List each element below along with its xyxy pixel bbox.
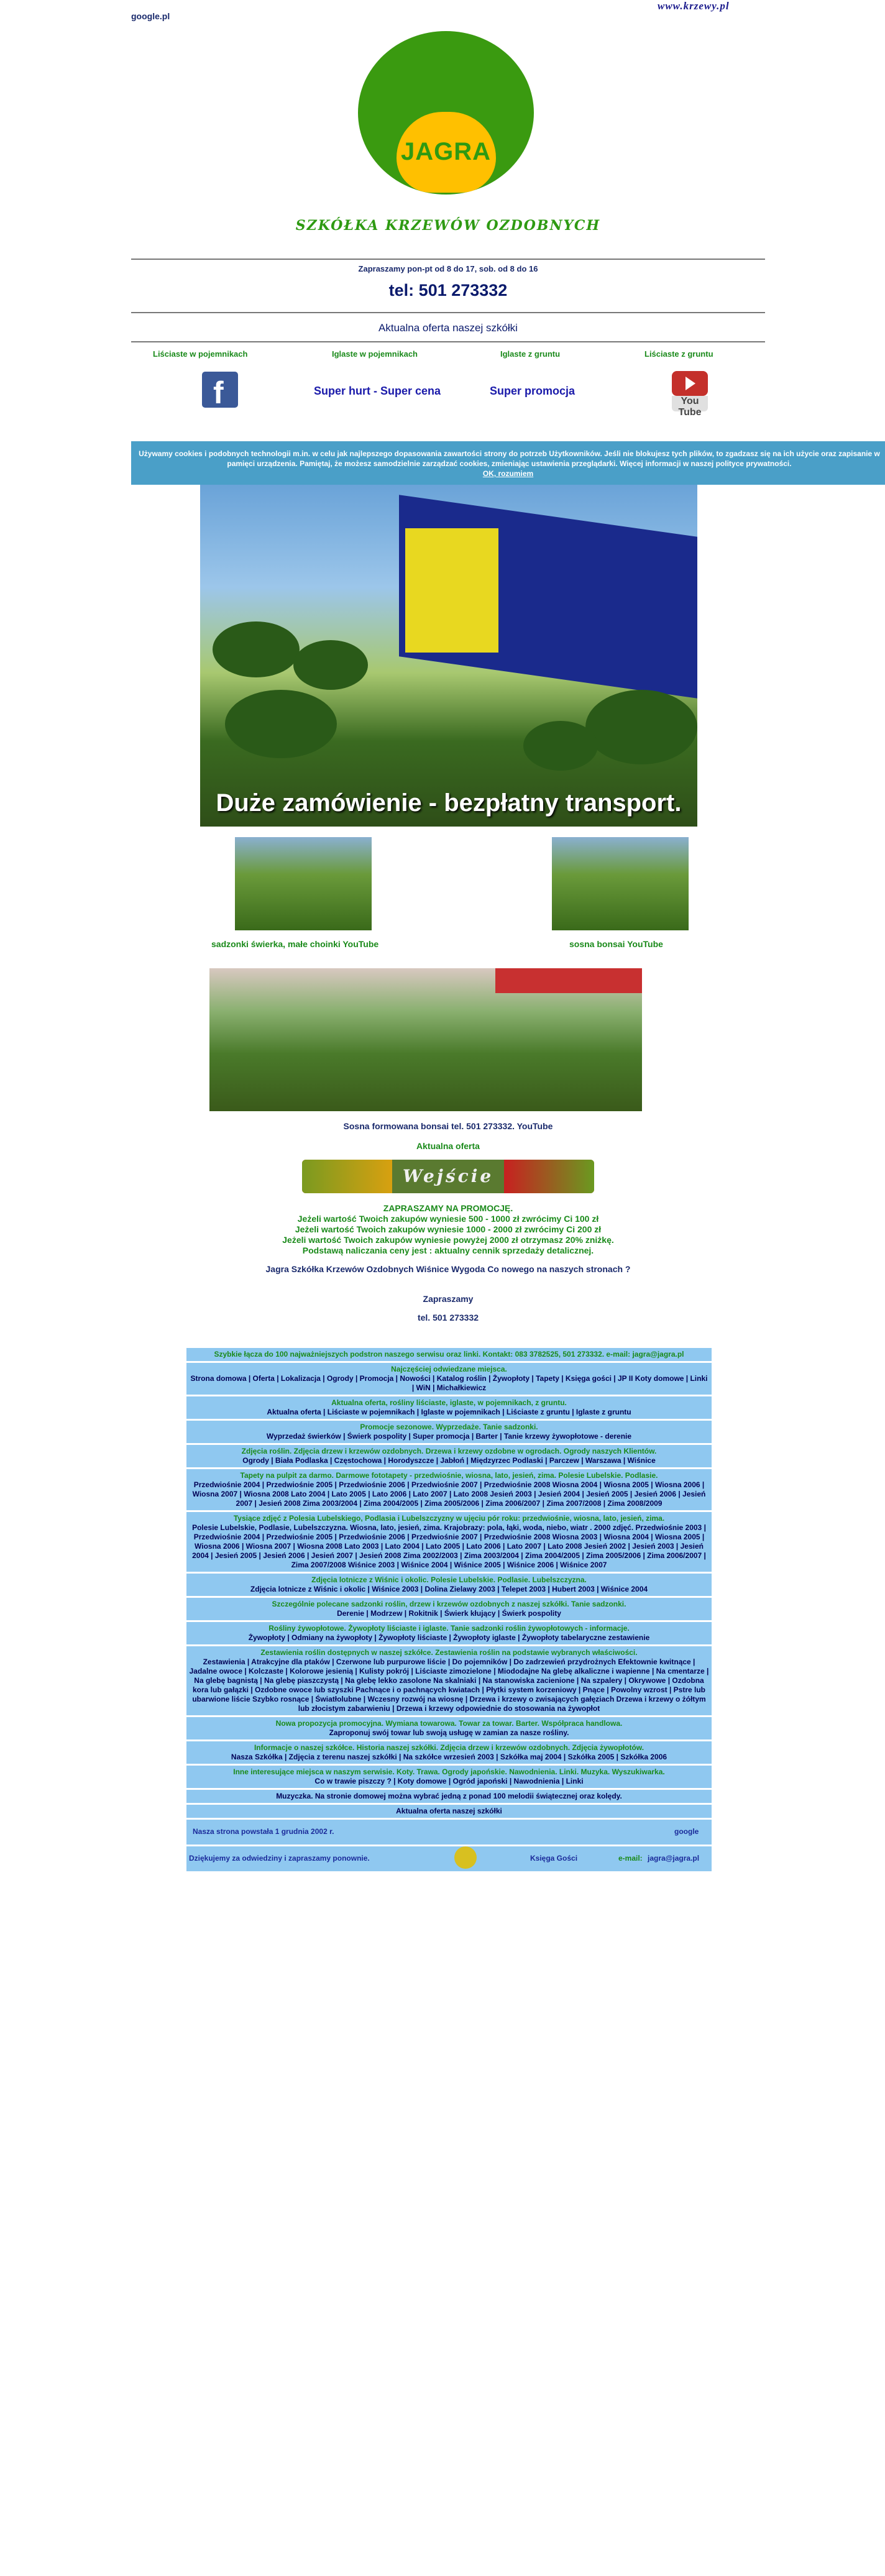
nav-deciduous-ground[interactable]: Liściaste z gruntu: [644, 349, 713, 359]
email-link[interactable]: jagra@jagra.pl: [648, 1854, 700, 1863]
bonsai-youtube-link[interactable]: sosna bonsai YouTube: [569, 939, 663, 949]
sitemap-row-links[interactable]: Zdjęcia lotnicze z Wiśnic i okolic | Wiśnice 2003 | Dolina Zielawy 2003 | Telepet 2003 | Hubert 2003 | Wiśnice 2004: [250, 1585, 648, 1593]
phone-number: tel: 501 273332: [388, 281, 508, 300]
sitemap-row: [186, 1646, 712, 1717]
cookie-accept-button[interactable]: OK, rozumiem: [482, 469, 534, 478]
sitemap-row-heading: Aktualna oferta, rośliny liściaste, iglaste, w pojemnikach, z gruntu.: [331, 1398, 567, 1407]
bee-icon: [454, 1846, 477, 1869]
sitemap-row-links[interactable]: Zestawienia | Atrakcyjne dla ptaków | Czerwone lub purpurowe liście | Do pojemników | Do zadrzewień przydrożnych Efektownie kwitnące | Jadalne owoce | Kolczaste | Kolorowe jesienią | Kulisty pokrój | Liściaste zimozielone | Miododajne Na glebę alkaliczne i wapienne | Na cmentarze | Na glebę bagnistą | Na glebę piaszczystą | Na glebę lekko zasolone Na skalniaki | Na stanowiska zacienione | Na szpalery | Okrywowe | Ozdobna kora lub gałązki | Ozdobne owoce lub szyszki Pachnące i o pachnących kwiatach | Płytki system korzeniowy | Pnące | Powolny wzrost | Pstre lub ubarwione liście Szybko rosnące | Światłolubne | Wczesny rozwój na wiosnę | Drzewa i krzewy o zwisających gałęziach Drzewa i krzewy o żółtym lub złocistym zabarwieniu | Drzewa i krzewy odpowiednie do stosowania na żywopłot: [189, 1657, 709, 1713]
bonsai-caption: Sosna formowana bonsai tel. 501 273332. YouTube: [343, 1121, 553, 1131]
sitemap-row: [186, 1469, 712, 1512]
sitemap-row: [186, 1598, 712, 1622]
sitemap-table: [186, 1348, 712, 1873]
sitemap-row: [186, 1717, 712, 1741]
current-offer-small-link[interactable]: Aktualna oferta: [416, 1141, 480, 1151]
sitemap-row-heading: Inne interesujące miejsca w naszym serwisie. Koty. Trawa. Ogrody japońskie. Nawodnienia. Linki. Muzyka. Wyszukiwarka.: [233, 1767, 665, 1776]
site-since: Nasza strona powstała 1 grudnia 2002 r.: [193, 1827, 334, 1836]
sitemap-row-heading: Najczęściej odwiedzane miejsca.: [391, 1365, 507, 1373]
jagra-logo: [358, 31, 534, 195]
spruce-seedlings-thumbnail[interactable]: [235, 837, 372, 930]
sitemap-row-heading: Tysiące zdjęć z Polesia Lubelskiego, Podlasia i Lubelszczyzny w ujęciu pór roku: przedwiośnie, wiosna, lato, jesień, zima.: [233, 1514, 665, 1523]
sitemap-row-links[interactable]: Derenie | Modrzew | Rokitnik | Świerk kłujący | Świerk pospolity: [337, 1609, 561, 1618]
sitemap-row-heading: Nowa propozycja promocyjna. Wymiana towarowa. Towar za towar. Barter. Współpraca handlowa.: [275, 1719, 623, 1728]
sitemap-row: [186, 1421, 712, 1445]
sitemap-row-heading: Tapety na pulpit za darmo. Darmowe fototapety - przedwiośnie, wiosna, lato, jesień, zima. Polesie Lubelskie. Podlasie.: [240, 1471, 658, 1480]
sitemap-row: [186, 1396, 712, 1421]
whats-new-line: Jagra Szkółka Krzewów Ozdobnych Wiśnice Wygoda Co nowego na naszych stronach ?: [265, 1264, 631, 1274]
cookie-banner: [131, 441, 885, 485]
sitemap-row-heading: Szczególnie polecane sadzonki roślin, drzew i krzewów ozdobnych z naszej szkółki. Tanie sadzonki.: [272, 1600, 626, 1608]
nav-conifers-containers[interactable]: Iglaste w pojemnikach: [332, 349, 418, 359]
sitemap-row-heading: Informacje o naszej szkółce. Historia naszej szkółki. Zdjęcia drzew i krzewów ozdobnych. Zdjęcia żywopłotów.: [254, 1743, 644, 1752]
sitemap-row-heading: Rośliny żywopłotowe. Żywopłoty liściaste i iglaste. Tanie sadzonki roślin żywopłotowych - informacje.: [268, 1624, 630, 1633]
youtube-icon[interactable]: You Tube: [672, 371, 708, 411]
sitemap-row: [186, 1574, 712, 1598]
sitemap-row-links[interactable]: Ogrody | Biała Podlaska | Częstochowa | Horodyszcze | Jabłoń | Międzyrzec Podlaski | Parczew | Warszawa | Wiśnice: [242, 1456, 656, 1465]
google-link[interactable]: google.pl: [131, 11, 170, 21]
google-footer-link[interactable]: google: [674, 1827, 699, 1836]
sitemap-row-links[interactable]: Muzyczka. Na stronie domowej można wybrać jedną z ponad 100 melodii świątecznej oraz kolędy.: [276, 1792, 622, 1800]
sitemap-row-heading: Zdjęcia lotnicze z Wiśnic i okolic. Polesie Lubelskie. Podlasie. Lubelszczyzna.: [311, 1575, 587, 1584]
sitemap-row-links[interactable]: Nasza Szkółka | Zdjęcia z terenu naszej szkółki | Na szkółce wrzesień 2003 | Szkółka maj 2004 | Szkółka 2005 | Szkółka 2006: [231, 1753, 667, 1761]
sitemap-row-links[interactable]: Co w trawie piszczy ? | Koty domowe | Ogród japoński | Nawodnienia | Linki: [314, 1777, 584, 1785]
sitemap-row: [186, 1622, 712, 1646]
footer-row: [186, 1846, 712, 1873]
sitemap-row-links[interactable]: Strona domowa | Oferta | Lokalizacja | Ogrody | Promocja | Nowości | Katalog roślin | Żywopłoty | Tapety | Księga gości | JP II Koty domowe | Linki | WiN | Michałkiewicz: [190, 1374, 708, 1392]
site-subtitle: SZKÓŁKA KRZEWÓW OZDOBNYCH: [295, 218, 601, 234]
facebook-icon[interactable]: f: [202, 372, 238, 408]
sitemap-row-links[interactable]: Wyprzedaż świerków | Świerk pospolity | Super promocja | Barter | Tanie krzewy żywopłotowe - derenie: [266, 1432, 632, 1441]
divider: [131, 312, 765, 313]
sitemap-row-heading: Zdjęcia roślin. Zdjęcia drzew i krzewów ozdobnych. Drzewa i krzewy ozdobne w ogrodach. Ogrody naszych Klientów.: [241, 1447, 657, 1455]
truck-side-banner: [405, 528, 498, 653]
umbrellas: [495, 968, 642, 993]
sitemap-row: [186, 1766, 712, 1790]
guestbook-link[interactable]: Księga Gości: [530, 1854, 578, 1863]
nav-deciduous-containers[interactable]: Liściaste w pojemnikach: [153, 349, 248, 359]
bonsai-nursery-photo: [209, 968, 642, 1111]
thanks-text: Dziękujemy za odwiedziny i zapraszamy ponownie.: [189, 1854, 370, 1863]
email-label: e-mail:: [618, 1854, 643, 1863]
footer-row: [186, 1820, 712, 1846]
category-nav: [131, 349, 765, 363]
sitemap-row-heading: Promocje sezonowe. Wyprzedaże. Tanie sadzonki.: [360, 1423, 538, 1431]
hero-caption: Duże zamówienie - bezpłatny transport.: [216, 789, 682, 817]
super-promocja-link[interactable]: Super promocja: [490, 385, 575, 397]
sitemap-row: [186, 1790, 712, 1805]
sitemap-row: [186, 1512, 712, 1574]
divider: [131, 341, 765, 342]
sitemap-row-links[interactable]: Szybkie łącza do 100 najważniejszych podstron naszego serwisu oraz linki. Kontakt: 083 3782525, 501 273332. e-mail: jagra@jagra.pl: [214, 1350, 684, 1359]
sitemap-row-links[interactable]: Żywopłoty | Odmiany na żywopłoty | Żywopłoty liściaste | Żywopłoty iglaste | Żywopłoty tabelaryczne zestawienie: [248, 1633, 650, 1642]
sitemap-row-links[interactable]: Przedwiośnie 2004 | Przedwiośnie 2005 | Przedwiośnie 2006 | Przedwiośnie 2007 | Przedwiośnie 2008 Wiosna 2004 | Wiosna 2005 | Wiosna 2006 | Wiosna 2007 | Wiosna 2008 Lato 2004 | Lato 2005 | Lato 2006 | Lato 2007 | Lato 2008 Jesień 2003 | Jesień 2004 | Jesień 2005 | Jesień 2006 | Jesień 2007 | Jesień 2008 Zima 2003/2004 | Zima 2004/2005 | Zima 2005/2006 | Zima 2006/2007 | Zima 2007/2008 | Zima 2008/2009: [192, 1480, 706, 1508]
logo-text: JAGRA: [400, 138, 492, 165]
site-url-banner[interactable]: www.krzewy.pl: [658, 0, 730, 12]
sitemap-row: [186, 1741, 712, 1766]
sitemap-row-links[interactable]: Aktualna oferta | Liściaste w pojemnikach | Iglaste w pojemnikach | Liściaste z gruntu | Iglaste z gruntu: [267, 1408, 631, 1416]
sitemap-row: [186, 1348, 712, 1363]
divider: [131, 259, 765, 260]
sitemap-row-links[interactable]: Zaproponuj swój towar lub swoją usługę w zamian za nasze rośliny.: [329, 1728, 569, 1737]
cookie-text: Używamy cookies i podobnych technologii m.in. w celu jak najlepszego dopasowania zawartości strony do potrzeb Użytkowników. Jeśli nie blokujesz tych plików, to zgadzasz się na ich użycie oraz zapisanie w pamięci urządzenia. Pamiętaj, że możesz samodzielnie zarządzać cookies, zmieniając ustawienia przeglądarki. Więcej informacji w naszej polityce prywatności.: [139, 449, 880, 468]
contact-phone: tel. 501 273332: [417, 1313, 479, 1322]
sitemap-row-links[interactable]: Aktualna oferta naszej szkółki: [396, 1807, 502, 1815]
enter-banner-button[interactable]: [302, 1160, 594, 1193]
sitemap-row-links[interactable]: Polesie Lubelskie, Podlasie, Lubelszczyzna. Wiosna, lato, jesień, zima. Krajobrazy: pola, łąki, woda, niebo, wiatr . 2000 zdjęć. Przedwiośnie 2003 | Przedwiośnie 2004 | Przedwiośnie 2005 | Przedwiośnie 2006 | Przedwiośnie 2007 | Przedwiośnie 2008 Wiosna 2003 | Wiosna 2004 | Wiosna 2005 | Wiosna 2006 | Wiosna 2007 | Wiosna 2008 Lato 2003 | Lato 2004 | Lato 2005 | Lato 2006 | Lato 2007 | Lato 2008 Jesień 2002 | Jesień 2003 | Jesień 2004 | Jesień 2005 | Jesień 2006 | Jesień 2007 | Jesień 2008 Zima 2002/2003 | Zima 2003/2004 | Zima 2004/2005 | Zima 2005/2006 | Zima 2006/2007 | Zima 2007/2008 Wiśnice 2003 | Wiśnice 2004 | Wiśnice 2005 | Wiśnice 2006 | Wiśnice 2007: [192, 1523, 706, 1569]
spruce-youtube-link[interactable]: sadzonki świerka, małe choinki YouTube: [211, 939, 379, 949]
promotion-text: ZAPRASZAMY NA PROMOCJĘ. Jeżeli wartość Twoich zakupów wyniesie 500 - 1000 zł zwrócimy Ci 100 zł Jeżeli wartość Twoich zakupów wyniesie 1000 - 2000 zł zwrócimy Ci 200 zł Jeżeli wartość Twoich zakupów wyniesie powyżej 2000 zł otrzymasz 20% zniżkę. Podstawą naliczania ceny jest : aktualny cennik sprzedaży detalicznej.: [282, 1203, 614, 1255]
current-offer-link[interactable]: Aktualna oferta naszej szkółki: [378, 322, 518, 334]
sitemap-row: [186, 1445, 712, 1469]
enter-label: Wejście: [402, 1166, 494, 1186]
nav-conifers-ground[interactable]: Iglaste z gruntu: [500, 349, 561, 359]
sitemap-row-heading: Zestawienia roślin dostępnych w naszej szkółce. Zestawienia roślin na podstawie wybranych właściwości.: [260, 1648, 638, 1657]
hero-truck-photo: [200, 485, 697, 827]
sitemap-row: [186, 1805, 712, 1820]
bonsai-pine-thumbnail[interactable]: [552, 837, 689, 930]
sitemap-row: [186, 1363, 712, 1396]
super-hurt-link[interactable]: Super hurt - Super cena: [314, 385, 441, 397]
opening-hours: Zapraszamy pon-pt od 8 do 17, sob. od 8 do 16: [358, 264, 538, 273]
invitation-text: Zapraszamy: [423, 1294, 474, 1304]
